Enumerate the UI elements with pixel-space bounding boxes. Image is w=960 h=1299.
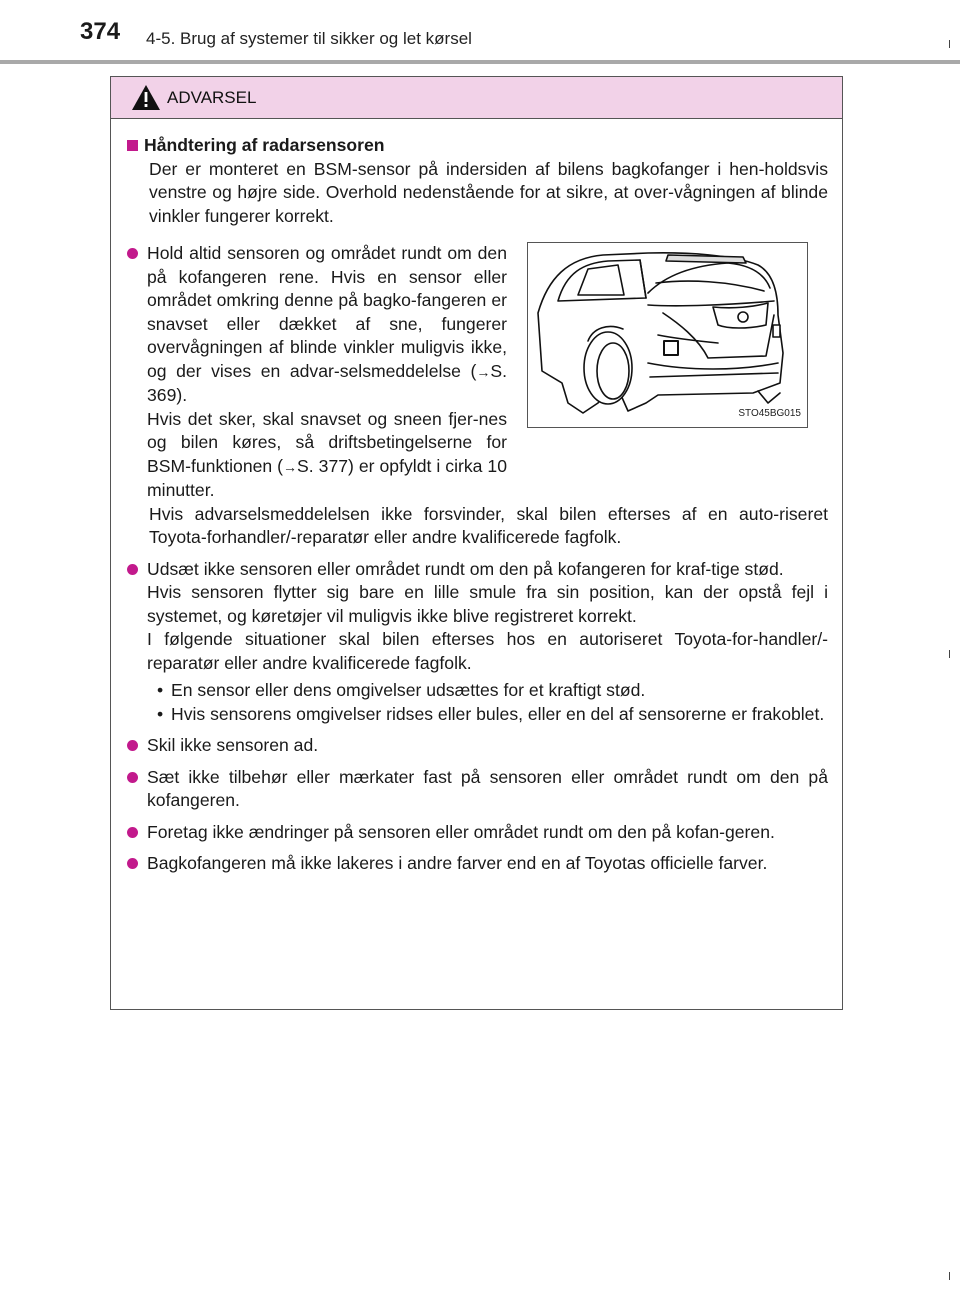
item-1-para-2b: S. 377) er opfyldt i cirka 10 minutter. <box>147 455 507 500</box>
warning-title: ADVARSEL <box>167 87 257 107</box>
item-2-para-3: I følgende situationer skal bilen efterses hos en autoriseret Toyota-for-handler/-reparatør eller andre kvalificerede fagfolk. <box>147 629 828 673</box>
circle-bullet-icon <box>127 827 138 838</box>
crop-mark <box>949 40 950 48</box>
crop-mark <box>949 650 950 658</box>
item-6 <box>127 852 828 876</box>
circle-bullet-icon <box>127 740 138 751</box>
page-number: 374 <box>80 18 121 45</box>
circle-bullet-icon <box>127 564 138 575</box>
warning-header <box>111 77 842 119</box>
warning-box <box>110 76 843 1010</box>
item-6-text: Bagkofangeren må ikke lakeres i andre farver end en af Toyotas officielle farver. <box>147 853 768 873</box>
dot-bullet: • <box>157 703 164 724</box>
item-1-text <box>147 242 507 503</box>
sub-list-item <box>147 679 828 703</box>
item-1-para-1a: Hold altid sensoren og området rundt om den på kofangeren rene. Hvis en sensor eller området omkring denne på bagko-fangeren er snavset eller dækket af sne, fungerer overvågningen af blinde vinkler muligvis ikke, og der vises en advar-selsmeddelelse ( <box>147 243 507 381</box>
circle-bullet-icon <box>127 248 138 259</box>
square-bullet-icon <box>127 140 138 151</box>
item-3-text: Skil ikke sensoren ad. <box>147 735 319 755</box>
item-4-text: Sæt ikke tilbehør eller mærkater fast på sensoren eller området rundt om den på kofangeren. <box>147 766 828 810</box>
item-5 <box>127 821 828 845</box>
item-2-para-1: Udsæt ikke sensoren eller området rundt om den på kofangeren for kraf-tige stød. <box>147 558 784 579</box>
item-2 <box>127 558 828 727</box>
item-1-para-1b: S. 369). <box>147 360 507 405</box>
item-4 <box>127 766 828 813</box>
circle-bullet-icon <box>127 858 138 869</box>
warning-triangle-icon <box>131 84 161 111</box>
car-rear-illustration <box>527 242 808 428</box>
dot-bullet: • <box>157 680 164 700</box>
item-1 <box>127 242 507 503</box>
sub-item-2: Hvis sensorens omgivelser ridses eller bules, eller en del af sensorerne er frakoblet. <box>171 703 825 724</box>
section-heading-text: Håndtering af radarsensoren <box>144 135 385 155</box>
item-2-para-2: Hvis sensoren flytter sig bare en lille smule fra sin position, kan der opstå fejl i systemet, og køretøjer vil muligvis ikke blive registreret korrekt. <box>147 582 828 626</box>
arrow-icon: → <box>476 363 491 380</box>
warning-body <box>111 119 842 876</box>
figure-label: STO45BG015 <box>738 407 801 419</box>
header-rule <box>0 60 960 64</box>
circle-bullet-icon <box>127 772 138 783</box>
sub-list-item <box>147 703 828 727</box>
item-3 <box>127 734 828 758</box>
intro-paragraph: Der er monteret en BSM-sensor på indersiden af bilens bagkofanger i hen-holdsvis venstre og højre side. Overhold nedenstående for at sikre, at over-vågningen af blinde vinkler fungerer korrekt. <box>149 158 828 226</box>
item-2-text <box>147 558 828 727</box>
item-5-text: Foretag ikke ændringer på sensoren eller området rundt om den på kofan-geren. <box>147 821 775 842</box>
crop-mark <box>949 1272 950 1280</box>
item-1-para-2a: Hvis det sker, skal snavset og sneen fjer-nes og bilen køres, så driftsbetingelserne for BSM-funktionen ( <box>147 408 507 476</box>
car-rear-drawing <box>528 243 807 427</box>
sub-item-1: En sensor eller dens omgivelser udsættes for et kraftigt stød. <box>171 680 646 700</box>
section-title: 4-5. Brug af systemer til sikker og let kørsel <box>146 29 472 48</box>
section-heading <box>127 134 828 158</box>
item-1-para-3: Hvis advarselsmeddelelsen ikke forsvinder, skal bilen efterses af en auto-riseret Toyota-forhandler/-reparatør eller andre kvalificerede fagfolk. <box>149 503 828 547</box>
arrow-icon: → <box>283 458 298 475</box>
item-1-with-figure <box>127 242 828 503</box>
